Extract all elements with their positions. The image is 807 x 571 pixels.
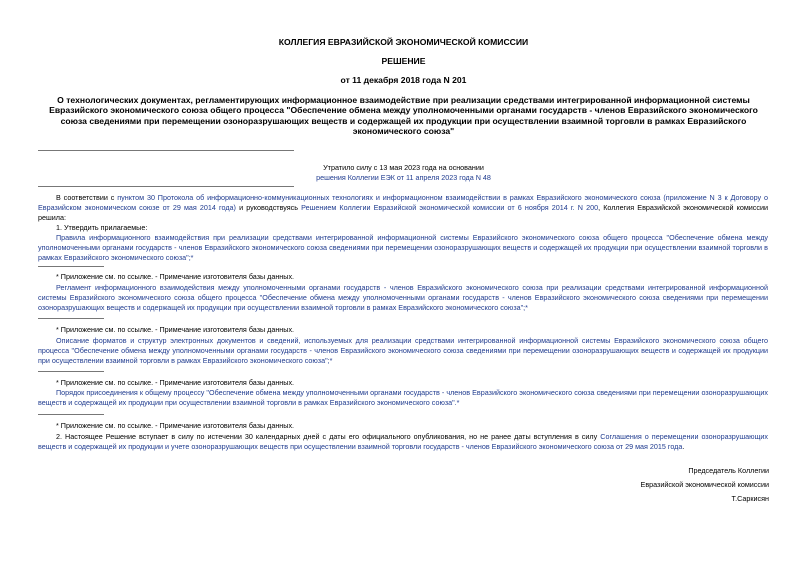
item-2-text-b: . <box>682 442 685 451</box>
footnote-rule <box>38 371 104 372</box>
item-1: 1. Утвердить прилагаемые: <box>56 223 148 232</box>
doc-formats-link[interactable]: Описание форматов и структур электронных документов и сведений, используемых для реализации средствами интегрированной информационной системы Евразийского экономического союза общего процесса "Обеспечение обмена между уполномоченными органами государств - членов Евразийского экономического союза сведениями при перемещении озоноразрушающих веществ и содержащей их продукции при осуществлении взаимной торговли в рамках Евразийского экономического союза";* <box>38 336 768 365</box>
separator-line <box>38 150 294 151</box>
footnote-rule <box>38 266 104 267</box>
footnote-rule <box>38 414 104 415</box>
intro-text-1: В соответствии с <box>56 193 118 202</box>
footnote-3: * Приложение см. по ссылке. - Примечание изготовителя базы данных. <box>56 378 295 387</box>
doc-date: от 11 декабря 2018 года N 201 <box>340 75 467 85</box>
status-line-1: Утратило силу с 13 мая 2023 года на основании <box>323 163 484 172</box>
decision-200-link[interactable]: Решением Коллегии Евразийской экономической комиссии от 6 ноября 2014 г. N 200 <box>301 203 599 212</box>
status-note <box>0 163 807 183</box>
protocol-link[interactable]: пунктом 30 Протокола об информационно-коммуникационных технологиях и информационном взаимодействии в рамках Евразийского экономического союза (приложение N 3 к Договору о Евразийском экономическом союзе от 29 мая 2014 года) <box>38 193 769 212</box>
status-repeal-link[interactable]: решения Коллегии ЕЭК от 11 апреля 2023 года N 48 <box>316 173 491 182</box>
doc-title: О технологических документах, регламентирующих информационное взаимодействие при реализации средствами интегрированной информационной системы Евразийского экономического союза общего процесса "Обеспечение обмена между уполномоченными органами государств - членов Евразийского экономического союза сведениями при перемещении озоноразрушающих веществ и содержащей их продукции при осуществлении взаимной торговли в рамках Евразийского экономического союза" <box>49 95 758 137</box>
intro-text-3: , Коллегия Евразийской экономической комиссии решила: <box>38 203 768 222</box>
signature-position <box>641 466 769 504</box>
signature-line-1: Председатель Коллегии <box>688 466 769 475</box>
doc-procedure-link[interactable]: Порядок присоединения к общему процессу "Обеспечение обмена между уполномоченными органами государств - членов Евразийского экономического союза сведениями при перемещении озоноразрушающих веществ и содержащей их продукции при осуществлении взаимной торговли в рамках Евразийского экономического союза".* <box>38 388 768 407</box>
separator-line <box>38 186 294 187</box>
intro-paragraph <box>38 193 768 223</box>
doc-regulation-link[interactable]: Регламент информационного взаимодействия между уполномоченными органами государств - членов Евразийского экономического союза при реализации средствами интегрированной информационной системы Евразийского экономического союза общего процесса "Обеспечение обмена между уполномоченными органами государств - членов Евразийского экономического союза сведениями при перемещении озоноразрушающих веществ и содержащей их продукции при осуществлении взаимной торговли в рамках Евразийского экономического союза";* <box>38 283 768 312</box>
signature-line-2: Евразийской экономической комиссии <box>640 480 769 489</box>
footnote-2: * Приложение см. по ссылке. - Примечание изготовителя базы данных. <box>56 325 295 334</box>
footnote-rule <box>38 318 104 319</box>
item-2 <box>38 432 768 452</box>
org-heading: КОЛЛЕГИЯ ЕВРАЗИЙСКОЙ ЭКОНОМИЧЕСКОЙ КОМИССИИ <box>278 37 529 47</box>
signatory-name: Т.Саркисян <box>731 494 769 503</box>
intro-text-2: и руководствуясь <box>235 203 302 212</box>
doc-type-heading: РЕШЕНИЕ <box>381 56 426 66</box>
item-2-text-a: 2. Настоящее Решение вступает в силу по истечении 30 календарных дней с даты его официального опубликования, но не ранее даты вступления в силу <box>56 432 601 441</box>
footnote-4: * Приложение см. по ссылке. - Примечание изготовителя базы данных. <box>56 421 295 430</box>
agreement-link[interactable]: Соглашения о перемещении озоноразрушающих веществ и содержащей их продукции и учете озоноразрушающих веществ при осуществлении взаимной торговли государств - членов Евразийского экономического союза от 29 мая 2015 года <box>38 432 768 451</box>
doc-rules-link[interactable]: Правила информационного взаимодействия при реализации средствами интегрированной информационной системы Евразийского экономического союза общего процесса "Обеспечение обмена между уполномоченными органами государств - членов Евразийского экономического союза сведениями при перемещении озоноразрушающих веществ и содержащей их продукции при осуществлении взаимной торговли в рамках Евразийского экономического союза";* <box>38 233 768 262</box>
footnote-1: * Приложение см. по ссылке. - Примечание изготовителя базы данных. <box>56 272 295 281</box>
